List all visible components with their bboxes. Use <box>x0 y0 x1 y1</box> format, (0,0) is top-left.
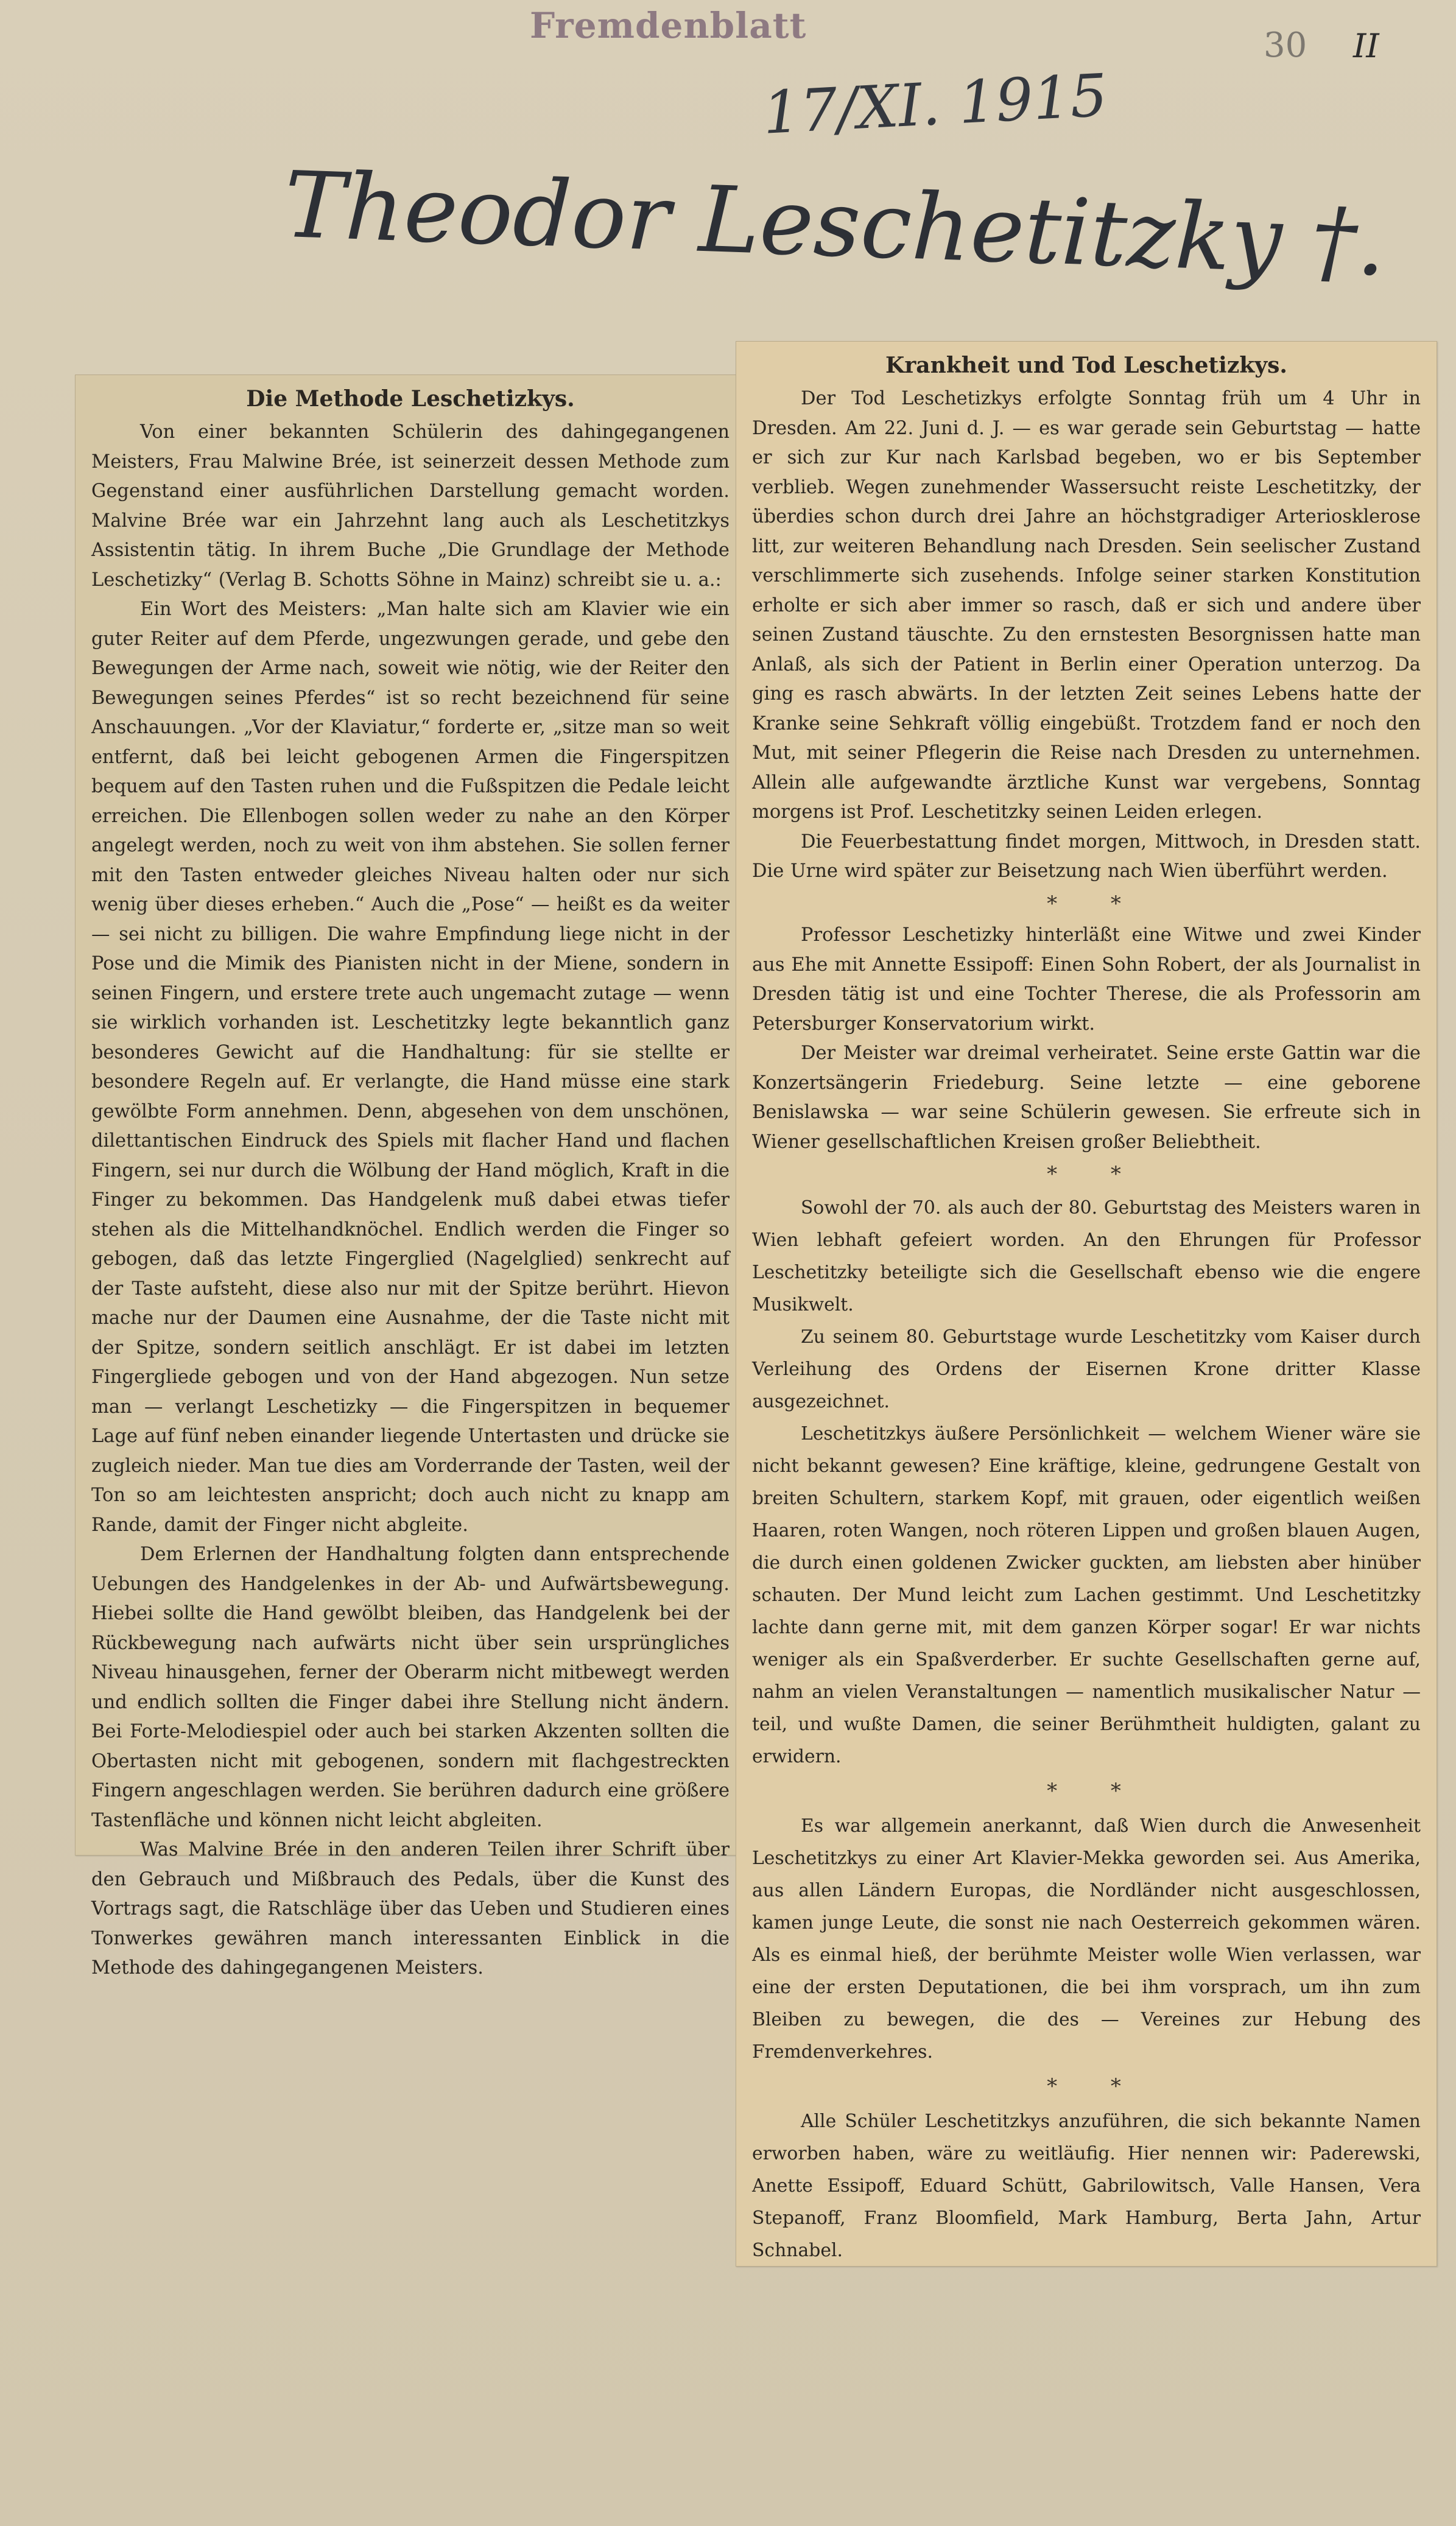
separator: * * <box>1047 891 1144 916</box>
handwritten-date: 17/XI. 1915 <box>761 61 1110 147</box>
left-paragraph-2: Ein Wort des Meisters: „Man halte sich am Klavier wie ein guter Reiter auf dem Pferde, ungezwungen gerade, und gebe den Bewegungen der Arme nach, soweit wie nötig, wie der Reiter den Bewegungen seines Pferdes“ ist so recht bezeichnend für seine Anschauungen. „Vor der Klaviatur,“ forderte er, „sitze man so weit entfernt, daß bei leicht gebogenen Armen die Fingerspitzen bequem auf den Tasten ruhen und die Fußspitzen die Pedale leicht erreichen. Die Ellenbogen sollen weder zu nahe an den Körper angelegt werden, noch zu weit von ihm abstehen. Sie sollen ferner mit den Tasten entweder gleiches Niveau halten oder nur sich wenig über dieses erheben.“ Auch die „Pose“ — heißt es da weiter — sei nicht zu billigen. Die wahre Empfindung liege nicht in der Pose und die Mimik des Pianisten nicht in der Miene, sondern in seinen Fingern, und erstere trete auch ungemacht zutage — wenn sie wirklich vorhanden ist. Leschetitzky legte bekanntlich ganz besonderes Gewicht auf die Handhaltung: für sie stellte er besondere Regeln auf. Er verlangte, die Hand müsse eine stark gewölbte Form annehmen. Denn, abgesehen von dem unschönen, dilettantischen Eindruck des Spiels mit flacher Hand und flachen Fingern, sei nur durch die Wölbung der Hand möglich, Kraft in die Finger zu bekommen. Das Handgelenk muß dabei etwas tiefer stehen als die Mittelhandknöchel. Endlich werden die Finger so gebogen, daß das letzte Fingerglied (Nagelglied) senkrecht auf der Taste aufsteht, diese also nur mit der Spitze berührt. Hievon mache nur der Daumen eine Ausnahme, der die Taste nicht mit der Spitze, sondern seitlich anschlägt. Er ist dabei im letzten Fingergliede gebogen und von der Hand abgezogen. Nun setze man — verlangt Leschetizky — die Fingerspitzen in bequemer Lage auf fünf neben einander liegende Untertasten und drücke sie zugleich nieder. Man tue dies am Vorderrande der Tasten, weil der Ton so am leichtesten anspricht; doch auch nicht zu knapp am Rande, damit der Finger nicht abgleite. <box>91 599 730 1536</box>
left-article-body <box>76 418 745 1983</box>
right-paragraph-1: Der Tod Leschetizkys erfolgte Sonntag früh um 4 Uhr in Dresden. Am 22. Juni d. J. — es war gerade sein Geburtstag — hatte er sich zur Kur nach Karlsbad begeben, wo er bis September verblieb. Wegen zunehmender Wassersucht reiste Leschetitzky, der überdies schon durch drei Jahre an höchstgradiger Arteriosklerose litt, zur weiteren Behandlung nach Dresden. Sein seelischer Zustand verschlimmerte sich zusehends. Infolge seiner starken Konstitution erholte er sich aber immer so rasch, daß er sich und andere über seinen Zustand täuschte. Zu den ernstesten Besorgnissen hatte man Anlaß, als sich der Patient in Berlin einer Operation unterzog. Da ging es rasch abwärts. In der letzten Zeit seines Lebens hatte der Kranke seine Sehkraft völlig eingebüßt. Trotzdem fand er noch den Mut, mit seiner Pflegerin die Reise nach Dresden zu unternehmen. Allein alle aufgewandte ärztliche Kunst war vergebens, Sonntag morgens ist Prof. Leschetitzky seinen Leiden erlegen. <box>752 388 1421 823</box>
right-paragraph-8: Es war allgemein anerkannt, daß Wien durch die Anwesenheit Leschetitzkys zu einer Art Klavier-Mekka geworden sei. Aus Amerika, aus allen Ländern Europas, die Nordländer nicht ausgeschlossen, kamen junge Leute, die sonst nie nach Oesterreich gekommen wären. Als es einmal hieß, der berühmte Meister wolle Wien verlassen, war eine der ersten Deputationen, die bei ihm vorsprach, um ihn zum Bleiben zu bewegen, die des — Vereines zur Hebung des Fremdenverkehres. <box>752 1815 1421 2063</box>
newspaper-stamp: Fremdenblatt <box>530 5 807 46</box>
right-paragraph-5: Sowohl der 70. als auch der 80. Geburtstag des Meisters waren in Wien lebhaft gefeiert worden. An den Ehrungen für Professor Leschetitzky beteiligte sich die Gesellschaft ebenso wie die engere Musikwelt. <box>752 1197 1421 1315</box>
right-heading: Krankheit und Tod Leschetizkys. <box>885 353 1287 378</box>
right-paragraph-3: Professor Leschetizky hinterläßt eine Witwe und zwei Kinder aus Ehe mit Annette Essipoff: Einen Sohn Robert, der als Journalist in Dresden tätig ist und eine Tochter Therese, die als Professorin am Petersburger Konservatorium wirkt. <box>752 924 1421 1035</box>
left-paragraph-4: Was Malvine Brée in den anderen Teilen ihrer Schrift über den Gebrauch und Mißbrauch des Pedals, über die Kunst des Vortrags sagt, die Ratschläge über das Ueben und Studieren eines Tonwerkes gewähren manch interessanten Einblick in die Methode des dahingegangenen Meisters. <box>91 1839 730 1979</box>
left-paragraph-1: Von einer bekannten Schülerin des dahingegangenen Meisters, Frau Malwine Brée, ist seinerzeit dessen Methode zum Gegenstand einer ausführlichen Darstellung gemacht worden. Malvine Brée war ein Jahrzehnt lang auch als Leschetitzkys Assistentin tätig. In ihrem Buche „Die Grundlage der Methode Leschetizky“ (Verlag B. Schotts Söhne in Mainz) schreibt sie u. a.: <box>91 421 730 591</box>
right-paragraph-6: Zu seinem 80. Geburtstage wurde Leschetitzky vom Kaiser durch Verleihung des Ordens der Eisernen Krone dritter Klasse ausgezeichnet. <box>752 1326 1421 1412</box>
separator: * * <box>1047 2074 1144 2099</box>
right-article-body-lower <box>736 1192 1437 2267</box>
right-paragraph-2: Die Feuerbestattung findet morgen, Mittwoch, in Dresden statt. Die Urne wird später zur Beisetzung nach Wien überführt werden. <box>752 831 1421 882</box>
roman-numeral: II <box>1353 27 1379 65</box>
left-heading: Die Methode Leschetizkys. <box>246 386 575 412</box>
separator: * * <box>1047 1162 1144 1186</box>
right-paragraph-7: Leschetitzkys äußere Persönlichkeit — welchem Wiener wäre sie nicht bekannt gewesen? Eine kräftige, kleine, gedrungene Gestalt von breiten Schultern, starkem Kopf, mit grauen, oder eigentlich weißen Haaren, roten Wangen, noch röteren Lippen und großen blauen Augen, die durch einen goldenen Zwicker guckten, am liebsten aber hinüber schauten. Der Mund leicht zum Lachen gestimmt. Und Leschetitzky lachte dann gerne mit, mit dem ganzen Körper sogar! Er war nichts weniger als ein Spaßverderber. Er suchte Gesellschaften gerne auf, nahm an vielen Veranstaltungen — namentlich musikalischer Natur — teil, und wußte Damen, die seiner Berühmtheit huldigten, galant zu erwidern. <box>752 1423 1421 1767</box>
separator: * * <box>1047 1778 1144 1803</box>
right-paragraph-4: Der Meister war dreimal verheiratet. Seine erste Gattin war die Konzertsängerin Friedeburg. Seine letzte — eine geborene Benislawska — war seine Schülerin gewesen. Sie erfreute sich in Wiener gesellschaftlichen Kreisen großer Beliebtheit. <box>752 1043 1421 1153</box>
right-clipping <box>736 341 1437 2267</box>
right-paragraph-9: Alle Schüler Leschetitzkys anzuführen, die sich bekannte Namen erworben haben, wäre zu weitläufig. Hier nennen wir: Paderewski, Anette Essipoff, Eduard Schütt, Gabrilowitsch, Valle Hansen, Vera Stepanoff, Franz Bloomfield, Mark Hamburg, Berta Jahn, Artur Schnabel. <box>752 2110 1421 2261</box>
left-clipping <box>75 375 746 1979</box>
right-article-body <box>736 384 1437 1189</box>
left-paragraph-3: Dem Erlernen der Handhaltung folgten dann entsprechende Uebungen des Handgelenkes in der Ab- und Aufwärtsbewegung. Hiebei sollte die Hand gewölbt bleiben, das Handgelenk bei der Rückbewegung nach aufwärts nicht über sein ursprüngliches Niveau hinausgehen, ferner der Oberarm nicht mitbewegt werden und endlich sollten die Finger dabei ihre Stellung nicht ändern. Bei Forte-Melodiespiel oder auch bei starken Akzenten sollten die Obertasten nicht mit gebogenen, sondern mit flachgestreckten Fingern angeschlagen werden. Sie berühren dadurch eine größere Tastenfläche und können nicht leicht abgleiten. <box>91 1544 730 1831</box>
handwritten-name: Theodor Leschetitzky †. <box>282 152 1388 297</box>
page-number: 30 <box>1264 26 1307 65</box>
